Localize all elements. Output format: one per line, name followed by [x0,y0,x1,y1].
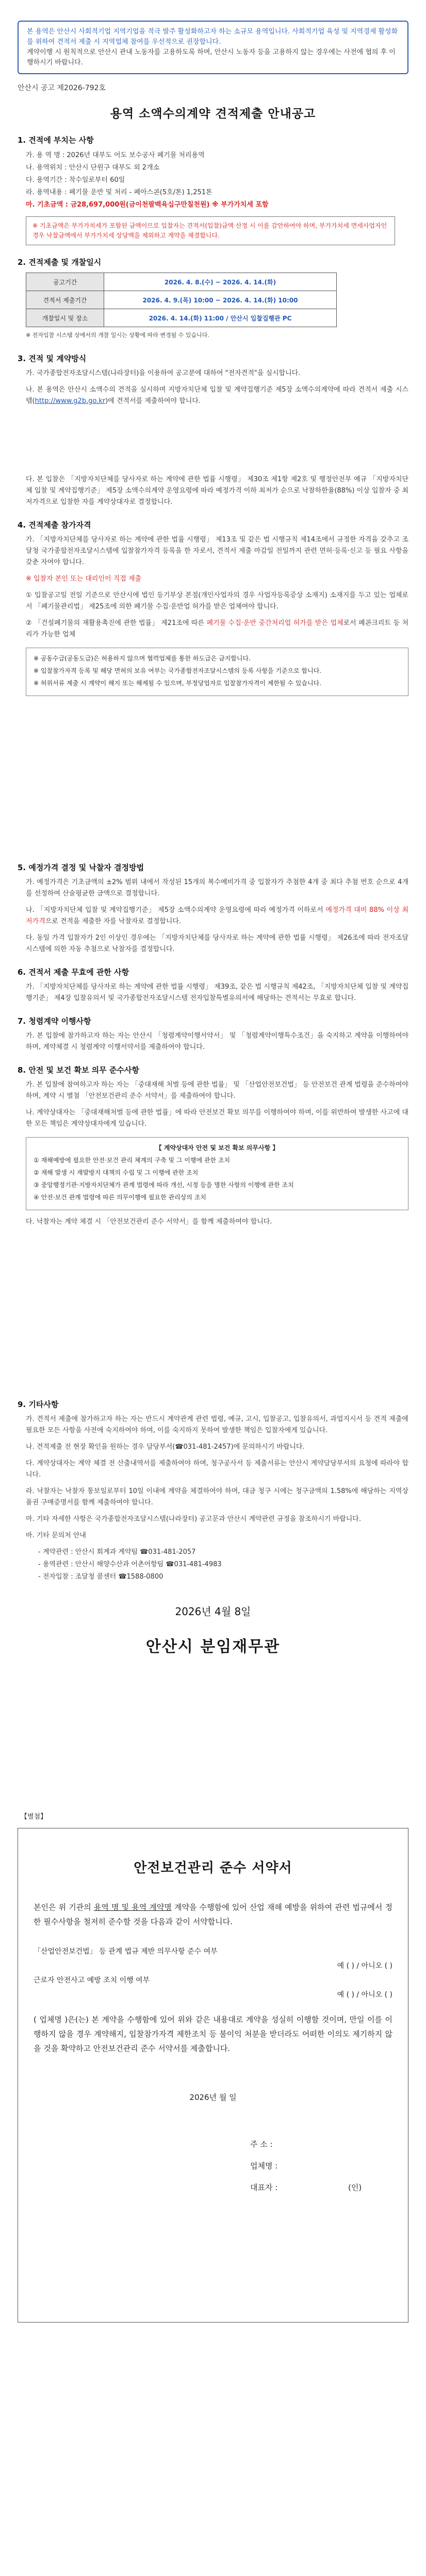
pledge-paragraph: ( 업체명 )은(는) 본 계약을 수행함에 있어 위와 같은 내용대로 계약을 성실히 이행할 것이며, 만일 이를 이행하지 않을 경우 계약해지, 입찰참가자격 제한조치 등 불이익 처분을 받더라도 어떠한 이의도 제기하지 않을 것을 확약하고 안전보건관리 준수 서약서를 제출합니다. [34,2015,392,2053]
sec3-para-3: 다. 본 입찰은 「지방자치단체를 당사자로 하는 계약에 관한 법률 시행령」 제30조 제1항 제2호 및 행정안전부 예규 「지방자치단체 입찰 및 계약집행기준」 제5장 소액수의계약 운영요령에 따라 예정가격 이하 최저가 순으로 낙찰하한율(88%) 이상 입찰자 중 최저가격으로 입찰한 자를 계약상대자로 결정합니다. [26,476,408,506]
notice-box [18,21,408,74]
signer-label: 대표자 : [250,2183,278,2192]
issue-date: 2026년 4월 8일 [175,1605,251,1618]
pledge-body-suffix: 계약을 수행함에 있어 산업 재해 예방을 위하여 관련 법규에서 정한 필수사항을 철저히 준수할 것을 다음과 같이 서약합니다. [34,1903,392,1926]
qualification-notes [26,648,408,696]
announcement-number: 안산시 공고 제2026-792호 [18,84,106,92]
sec9-item: 마. 기타 자세한 사항은 국가종합전자조달시스템(나라장터) 공고문과 안산시 계약관련 규정을 참조하시기 바랍니다. [26,1515,361,1523]
sec1-item: 나. 용역위치 : 안산시 단원구 대부도 외 2개소 [26,164,160,172]
signer-row [250,2155,392,2177]
page-title: 용역 소액수의계약 견적제출 안내공고 [110,107,316,121]
list-item: ④ 안전·보건 관계 법령에 따른 의무이행에 필요한 관리상의 조치 [34,1194,206,1201]
sec5-para-1: 가. 예정가격은 기초금액의 ±2% 범위 내에서 작성된 15개의 복수예비가격 중 입찰자가 추첨한 4개 중 최다 추첨 번호 순으로 4개를 선정하여 산술평균한 금액으로 결정합니다. [26,878,408,897]
signer-label: 주 소 : [250,2140,273,2149]
g2b-link[interactable]: http://www.g2b.go.kr [35,397,106,405]
table-row [26,291,337,309]
signer-row [250,2177,392,2198]
section-9-heading: 9. 기타사항 [18,1400,59,1409]
section-6-heading: 6. 견적서 제출 무효에 관한 사항 [18,968,129,977]
sec3-para-1: 가. 국가종합전자조달시스템(나라장터)을 이용하여 공고분에 대하여 "전자견적"을 실시합니다. [26,369,301,377]
spacer [18,1233,408,1387]
sec4-para-1: 가. 「지방자치단체를 당사자로 하는 계약에 관한 법률 시행령」 제13조 및 같은 법 시행규칙 제14조에서 규정한 자격을 갖추고 조달청 국가종합전자조달시스템에 입찰참가자격 등록을 한 자로서, 견적서 제출 마감일 전일까지 관련 면허·등록·신고 등 필요 사항을 갖춘 자여야 합니다. [26,536,408,566]
sec5-para-2-suffix: 으로 견적을 제출한 자를 낙찰자로 결정합니다. [45,918,182,925]
section-7-heading: 7. 청렴계약 이행사항 [18,1016,91,1026]
sec8-para-2: 나. 계약상대자는 「중대재해처벌 등에 관한 법률」에 따라 안전보건 확보 의무를 이행하여야 하며, 이를 위반하여 발생한 사고에 대한 모든 책임은 계약상대자에게 있습니다. [26,1109,408,1128]
check-text: 근로자 안전사고 예방 조치 이행 여부 [34,1976,150,1985]
sec8-para-1: 가. 본 입찰에 참여하고자 하는 자는 「중대재해 처벌 등에 관한 법률」 및 「산업안전보건법」 등 안전보건 관계 법령을 준수하여야 하며, 계약 시 별첨 「안전보건관리 준수 서약서」를 제출하여야 합니다. [26,1081,408,1100]
vat-note: ※ 기초금액은 부가가치세가 포함된 금액이므로 입찰자는 견적서(입찰)금액 산정 시 이를 감안하여야 하며, 부가가치세 면세사업자인 경우 낙찰금액에서 부가가치세 상당액을 제외하고 계약을 체결합니다. [32,222,387,239]
table-row [26,309,337,327]
pledge-body-prefix: 본인은 위 기관의 [34,1903,94,1912]
pledge-form [18,1828,408,2323]
spacer [18,412,408,474]
sec4-para-3-prefix: ② 「건설폐기물의 재활용촉진에 관한 법률」 제21조에 따른 [26,619,207,627]
section-2-heading: 2. 견적제출 및 개찰일시 [18,258,102,267]
sec4-para-3 [18,618,408,640]
signer-row [250,2133,392,2155]
pledge-contract-name: 용역 명 및 용역 계약명 [93,1903,172,1912]
sec5-para-2 [18,905,408,927]
sec4-para-3-suffix: 로서 폐콘크리트 등 처리가 가능한 업체 [26,619,408,638]
announcement-page [0,21,426,2576]
check-text: 「산업안전보건법」 등 관계 법규 제반 의무사항 준수 여부 [34,1947,218,1956]
sec3-para-2-prefix: 나. 본 용역은 안산시 소액수의 견적을 실시하며 지방자치단체 입찰 및 계약집행기준 제5장 소액수의계약에 따라 견적서 제출 시스템( [26,386,408,405]
schedule-label: 공고기간 [26,273,104,291]
sec6-para-1: 가. 「지방자치단체를 당사자로 하는 계약에 관한 법률 시행령」 제39조, 같은 법 시행규칙 제42조, 「지방자치단체 입찰 및 계약집행기준」 제4장 입찰유의서 및 국가종합전자조달시스템 전자입찰특별유의서에 해당하는 견적서는 무효로 합니다. [26,983,408,1002]
pledge-title: 안전보건관리 준수 서약서 [134,1860,292,1876]
sec7-para-1: 가. 본 입찰에 참가하고자 하는 자는 안산시 「청렴계약이행서약서」 및 「청렴계약이행특수조건」을 숙지하고 계약을 이행하여야 하며, 계약체결 시 청렴계약 이행서약서를 제출하여야 합니다. [26,1032,408,1051]
list-item: ※ 공동수급(공동도급)은 허용하지 않으며 협력업체를 통한 하도급은 금지합니다. [34,655,251,662]
sec1-item: 다. 용역기간 : 착수일로부터 60일 [26,176,125,184]
sec5-para-3: 다. 동일 가격 입찰자가 2인 이상인 경우에는 「지방자치단체를 당사자로 하는 계약에 관한 법률 시행령」 제26조에 따라 전자조달시스템에 의한 자동 추첨으로 낙찰자를 결정합니다. [26,934,408,953]
signer-block [250,2133,392,2198]
spacer [18,696,408,851]
sec1-item-base-price [18,199,408,211]
list-item: ※ 입찰참가자격 등록 및 해당 면허의 보유 여부는 국가종합전자조달시스템의 등록 사항을 기준으로 합니다. [34,667,322,674]
section-1-heading: 1. 견적에 부치는 사항 [18,135,94,145]
sec4-para-1-highlight [18,573,408,585]
attachment-label: 【별첨】 [21,1813,47,1821]
signer-label: 업체명 : [250,2161,278,2171]
schedule-label: 견적서 제출기간 [26,291,104,309]
list-item: ① 재해예방에 필요한 안전·보건 관리 체계의 구축 및 그 이행에 관한 조치 [34,1157,231,1164]
notice-line-2: 계약이행 시 원칙적으로 안산시 관내 노동자를 고용하도록 하며, 안산시 노동자 등을 고용하지 않는 경우에는 사전에 협의 후 이행하시기 바랍니다. [27,48,396,66]
sec3-para-2-suffix: )에 견적서를 제출하여야 합니다. [105,397,201,405]
base-price-text: 마. 기초금액 : 금28,697,000원(금이천팔백육십구만칠천원) ※ 부가가치세 포함 [26,201,269,209]
sec1-item: 라. 용역내용 : 폐기물 운반 및 처리 - 폐아스콘(5호/톤) 1,251톤 [26,189,212,196]
pledge-checklist [34,1944,392,2002]
schedule-label: 개찰일시 및 장소 [26,309,104,327]
check-answer[interactable]: 예 ( ) / 아니오 ( ) [337,1991,392,1999]
list-item: ② 재해 발생 시 재발방지 대책의 수립 및 그 이행에 관한 조치 [34,1169,199,1176]
direct-submission-note: ※ 입찰자 본인 또는 대리인이 직접 제출 [26,575,142,583]
sec9-item: 가. 견적서 제출에 참가하고자 하는 자는 반드시 계약관계 관련 법령, 예규, 고시, 입찰공고, 입찰유의서, 과업지시서 등 견적 제출에 필요한 모든 사항을 사전에 숙지하여야 하며, 이를 숙지하지 못하여 발생한 책임은 입찰자에게 있습니다. [26,1415,408,1434]
sec9-item: 다. 계약상대자는 계약 체결 전 산출내역서를 제출하여야 하며, 청구공사서 등 제출서류는 안산시 계약담당부서의 요청에 따라야 합니다. [26,1460,408,1479]
required-license: 폐기물 수집·운반 중간처리업 허가를 받은 업체 [206,619,343,627]
section-5-heading: 5. 예정가격 결정 및 낙찰자 결정방법 [18,863,144,872]
schedule-value: 2026. 4. 9.(목) 10:00 ~ 2026. 4. 14.(화) 10:00 [104,291,337,309]
section-3-heading: 3. 견적 및 계약방식 [18,354,87,363]
schedule-note: ※ 전자입찰 시스템 상에서의 개찰 일시는 상황에 따라 변경될 수 있습니다. [26,332,209,338]
safety-duties-box [26,1137,408,1210]
list-item: ③ 중앙행정기관·지방자치단체가 관계 법령에 따라 개선, 시정 등을 명한 사항의 이행에 관한 조치 [34,1181,294,1189]
schedule-value: 2026. 4. 14.(화) 11:00 / 안산시 입찰집행관 PC [104,309,337,327]
sec3-para-2 [18,384,408,407]
contact-line: - 용역관련 : 안산시 해양수산과 어촌어항팀 ☎031-481-4983 [38,1561,222,1568]
notice-line-1: 본 용역은 안산시 사회적기업 지역기업을 적극 발주 활성화하고자 하는 소규모 용역입니다. 사회적기업 육성 및 지역경제 활성화를 위하여 견적서 제출 시 지역업체 참여를 우선적으로 권장합니다. [27,28,398,46]
list-item: ※ 허위서류 제출 시 계약이 해지 또는 해제될 수 있으며, 부정당업자로 입찰참가자격이 제한될 수 있습니다. [34,680,321,687]
award-criteria: 예정가격 대비 88% 이상 최저가격 [26,906,408,925]
vat-note-box [26,216,395,245]
contact-line: - 계약관련 : 안산시 회계과 계약팀 ☎031-481-2057 [38,1548,196,1556]
contact-line: - 전자입찰 : 조달청 콜센터 ☎1588-0800 [38,1573,163,1581]
issuer: 안산시 분임재무관 [145,1638,281,1656]
pledge-body [34,1900,392,1929]
sec8-para-3: 다. 낙찰자는 계약 체결 시 「안전보건관리 준수 서약서」를 함께 제출하여야 합니다. [26,1218,272,1226]
schedule-value: 2026. 4. 8.(수) ~ 2026. 4. 14.(화) [104,273,337,291]
signer-value[interactable]: (인) [348,2183,362,2192]
sec4-para-2: ① 입찰공고일 전일 기준으로 안산시에 법인 등기부상 본점(개인사업자의 경우 사업자등록증상 소재지) 소재지를 두고 있는 업체로서 「폐기물관리법」 제25조에 의한 폐기물 수집·운반업 허가를 받은 업체여야 합니다. [26,591,408,611]
sec1-item: 가. 용 역 명 : 2026년 대부도 어도 보수공사 폐기물 처리용역 [26,151,205,159]
schedule-table [26,273,337,327]
sec5-para-2-prefix: 나. 「지방자치단체 입찰 및 계약집행기준」 제5장 소액수의계약 운영요령에 따라 예정가격 이하로서 [26,906,326,914]
section-8-heading: 8. 안전 및 보건 확보 의무 준수사항 [18,1065,139,1075]
check-answer[interactable]: 예 ( ) / 아니오 ( ) [337,1962,392,1970]
section-4-heading: 4. 견적제출 참가자격 [18,520,91,530]
sec9-item: 라. 낙찰자는 낙찰자 통보일로부터 10일 이내에 계약을 체결하여야 하며, 대금 청구 시에는 청구금액의 1.58%에 해당하는 지역상품권 구매증명서를 함께 제출하여야 합니다. [26,1487,408,1506]
list-item [34,1973,392,1988]
table-row [26,273,337,291]
sec9-item: 바. 기타 문의처 안내 [26,1532,86,1539]
pledge-date-line: 2026년 월 일 [189,2093,237,2102]
sec9-item: 나. 견적제출 전 현장 확인을 원하는 경우 담당부서(☎031-481-2457)에 문의하시기 바랍니다. [26,1443,305,1451]
list-item [34,1944,392,1959]
safety-duties-title: 【 계약상대자 안전 및 보건 확보 의무사항 】 [155,1144,279,1151]
